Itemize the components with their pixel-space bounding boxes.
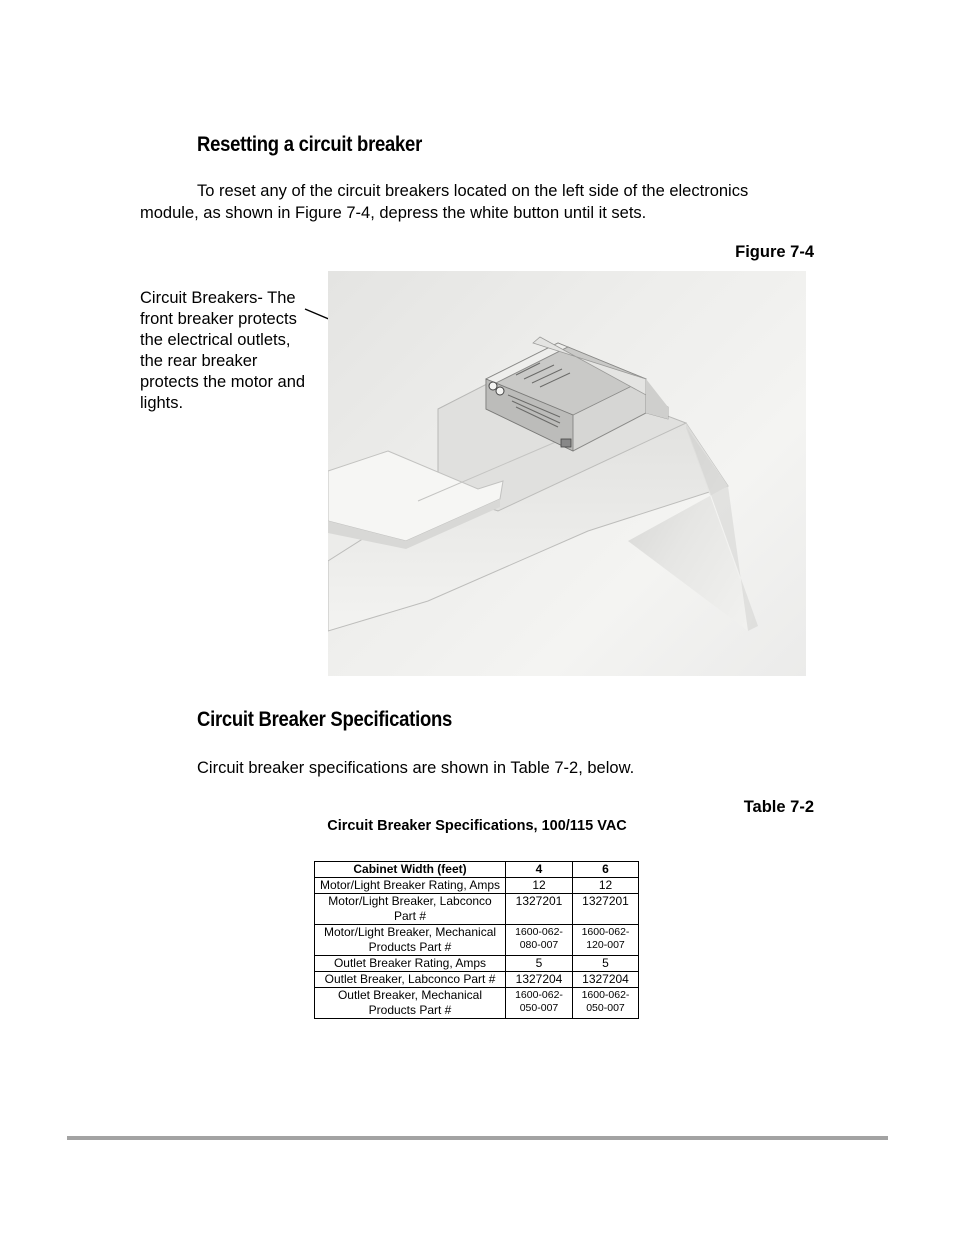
cabinet-illustration (328, 271, 806, 676)
table-header-row (315, 862, 639, 878)
table-cell: Outlet Breaker, Mechanical Products Part # (315, 988, 506, 1019)
reset-instructions-line1: To reset any of the circuit breakers located on the left side of the electronics (197, 182, 749, 200)
section-heading-specifications: Circuit Breaker Specifications (197, 708, 453, 731)
table-cell: 1600-062-080-007 (506, 925, 573, 956)
table-cell: 5 (573, 956, 639, 972)
table-cell: 12 (506, 878, 573, 894)
table-cell: 1327204 (506, 972, 573, 988)
cabinet-drawing (328, 271, 806, 676)
table-cell: Motor/Light Breaker Rating, Amps (315, 878, 506, 894)
table-row (315, 878, 639, 894)
table-cell: 1600-062-050-007 (506, 988, 573, 1019)
section-heading-resetting: Resetting a circuit breaker (197, 133, 422, 156)
table-title: Circuit Breaker Specifications, 100/115 VAC (327, 818, 627, 834)
table-cell: 5 (506, 956, 573, 972)
header-cell: Cabinet Width (feet) (315, 862, 506, 878)
figure-callout: Circuit Breakers- The front breaker protects the electrical outlets, the rear breaker protects the motor and lights. (140, 289, 306, 412)
table-cell: Outlet Breaker Rating, Amps (315, 956, 506, 972)
table-cell: Outlet Breaker, Labconco Part # (315, 972, 506, 988)
table-row (315, 972, 639, 988)
table-cell: 1600-062-050-007 (573, 988, 639, 1019)
table-row (315, 925, 639, 956)
table-cell: 1327204 (573, 972, 639, 988)
circuit-breaker-spec-table (314, 861, 639, 1019)
table-row (315, 956, 639, 972)
reset-instructions-line2: module, as shown in Figure 7-4, depress the white button until it sets. (140, 204, 647, 222)
table-cell: Motor/Light Breaker, Mechanical Products Part # (315, 925, 506, 956)
specifications-intro: Circuit breaker specifications are shown in Table 7-2, below. (197, 759, 635, 777)
table-cell: 1600-062-120-007 (573, 925, 639, 956)
table-label: Table 7-2 (743, 798, 814, 816)
table-cell: 1327201 (506, 894, 573, 925)
table-cell: 1327201 (573, 894, 639, 925)
table-cell: 12 (573, 878, 639, 894)
table-row (315, 894, 639, 925)
table-row (315, 988, 639, 1019)
footer-rule (67, 1136, 888, 1140)
header-cell: 6 (573, 862, 639, 878)
table-cell: Motor/Light Breaker, Labconco Part # (315, 894, 506, 925)
reset-instructions (140, 180, 820, 224)
figure-label: Figure 7-4 (735, 243, 814, 261)
header-cell: 4 (506, 862, 573, 878)
